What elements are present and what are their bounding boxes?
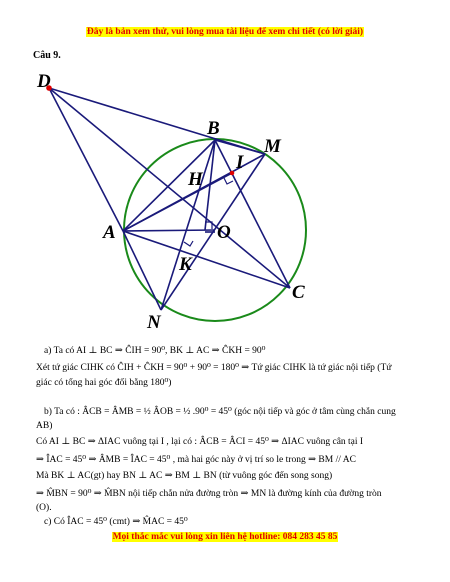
- label-m: M: [264, 136, 281, 157]
- hotline-banner-text: Mọi thắc mắc vui lòng xin liên hệ hotline: 084 283 45 85: [112, 532, 338, 542]
- solution-a-line1: a) Ta có AI ⊥ BC ⇒ ĈIH = 90⁰, BK ⊥ AC ⇒ ĈKH = 90⁰: [44, 346, 266, 356]
- label-b: B: [207, 118, 220, 139]
- segment-dc: [49, 88, 290, 288]
- label-k: K: [179, 254, 192, 275]
- segments: [49, 88, 290, 310]
- solution-b-line5: Mà BK ⊥ AC(gt) hay BN ⊥ AC ⇒ BM ⊥ BN (từ vuông góc đến song song): [36, 471, 333, 481]
- right-angle-mark-i: [224, 178, 233, 184]
- solution-a-line2: Xét tứ giác CIHK có ĈIH + ĈKH = 90⁰ + 90⁰ = 180⁰ ⇒ Tứ giác CIHK là tứ giác nội tiếp (Tứ: [36, 363, 392, 373]
- question-label: Câu 9.: [33, 50, 61, 61]
- label-a: A: [103, 222, 116, 243]
- label-o: O: [217, 222, 231, 243]
- label-h: H: [188, 169, 203, 190]
- solution-a-line3: giác có tổng hai góc đối bằng 180⁰): [36, 378, 172, 388]
- point-i-dot: [230, 171, 235, 176]
- label-c: C: [292, 282, 305, 303]
- solution-b-line7: (O).: [36, 503, 52, 513]
- solution-b-line3: Có AI ⊥ BC ⇒ ΔIAC vuông tại I , lại có : ÂCB = ÂCI = 45⁰ ⇒ ΔIAC vuông cân tại I: [36, 437, 364, 447]
- label-i: I: [236, 152, 244, 173]
- right-angle-mark-k: [184, 241, 193, 246]
- segment-bn: [161, 140, 215, 310]
- segment-ao: [123, 230, 215, 231]
- segment-ai: [123, 173, 232, 231]
- solution-b-line2: AB): [36, 421, 53, 431]
- label-d: D: [37, 71, 51, 92]
- label-n: N: [147, 312, 161, 333]
- solution-b-line6: ⇒ M̂BN = 90⁰ ⇒ M̂BN nội tiếp chắn nửa đường tròn ⇒ MN là đường kính của đường tròn: [36, 489, 382, 499]
- solution-c-line1: c) Có ÎAC = 45⁰ (cmt) ⇒ M̂AC = 45⁰: [44, 517, 188, 527]
- solution-b-line1: b) Ta có : ÂCB = ÂMB = ½ ÂOB = ½ .90⁰ = 45⁰ (góc nội tiếp và góc ở tâm cùng chắn cung: [44, 407, 396, 417]
- segment-da: [49, 88, 123, 231]
- preview-banner-text: Đây là bản xem thử, vui lòng mua tài liệu để xem chi tiết (có lời giải): [86, 27, 364, 37]
- hotline-banner: [0, 532, 450, 542]
- solution-b-line4: ⇒ ÎAC = 45⁰ ⇒ ÂMB = ÎAC = 45⁰ , mà hai góc này ở vị trí so le trong ⇒ BM // AC: [36, 455, 356, 465]
